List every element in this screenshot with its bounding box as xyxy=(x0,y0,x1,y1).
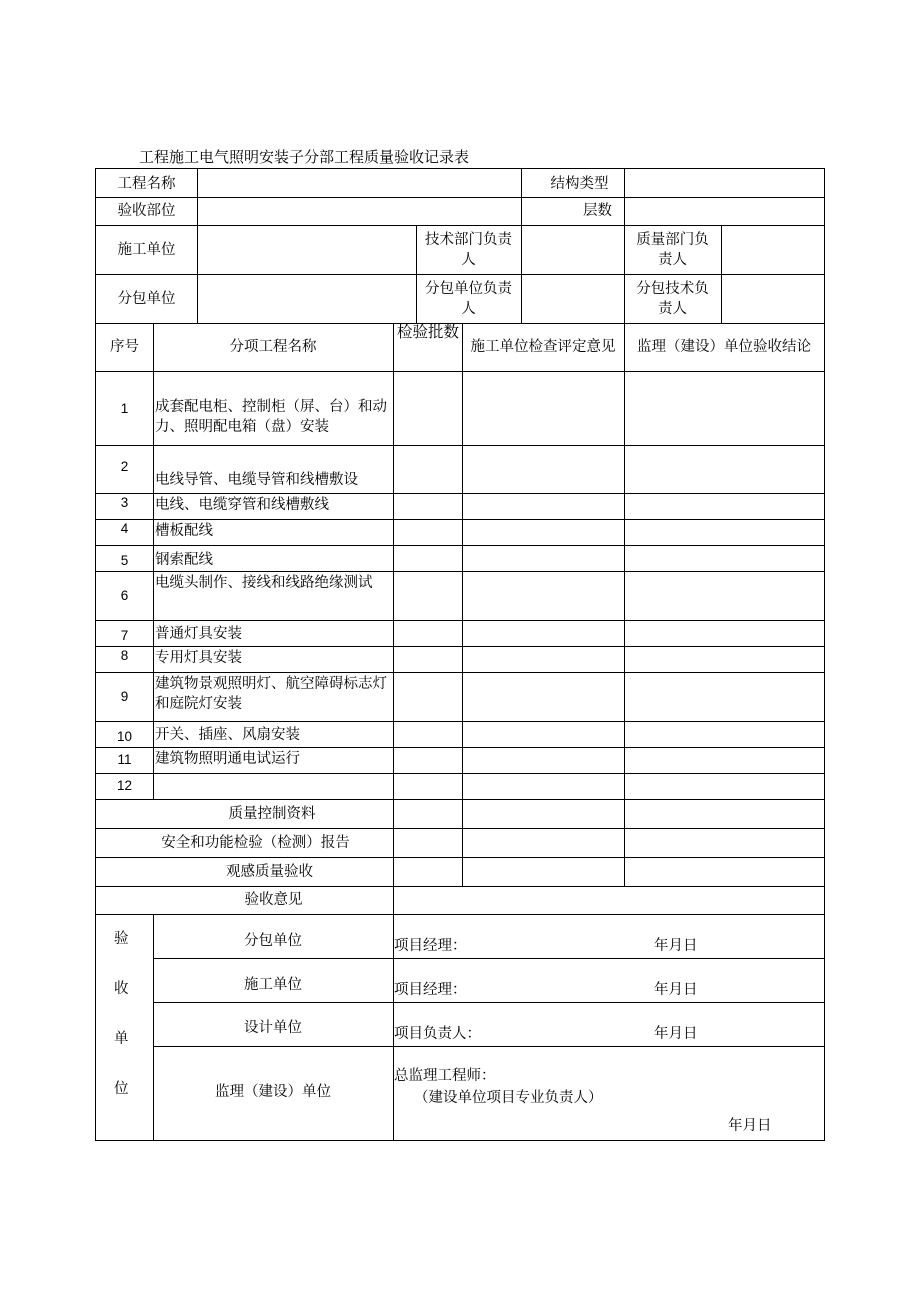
row-seq: 10 xyxy=(116,729,133,744)
row-item-name: 普通灯具安装 xyxy=(155,626,242,642)
signoff-side-label: 位 xyxy=(114,1081,129,1097)
tech-dept-head-label: 技术部门负责人 xyxy=(425,231,512,268)
structure-type-field[interactable] xyxy=(625,170,823,197)
subcontractor-head-label: 分包单位负责人 xyxy=(425,280,512,317)
signoff-date: 年月日 xyxy=(728,1118,772,1134)
signoff-unit-label: 监理（建设）单位 xyxy=(215,1083,331,1100)
quality-dept-head-label: 质量部门负责人 xyxy=(636,231,709,268)
row-item-name xyxy=(155,775,393,799)
acceptance-opinion-field[interactable] xyxy=(394,887,824,914)
row-item-name: 电线、电缆穿管和线槽敷线 xyxy=(155,497,329,513)
row-seq: 12 xyxy=(116,778,133,793)
row-seq: 11 xyxy=(117,752,132,767)
row-item-name: 槽板配线 xyxy=(155,523,213,539)
subcontractor-tech-head-label: 分包技术负责人 xyxy=(636,280,709,317)
row-seq: 4 xyxy=(120,521,129,536)
quality-dept-head-field[interactable] xyxy=(722,226,823,273)
row-seq: 6 xyxy=(120,587,129,603)
col-contractor-opinion-header: 施工单位检查评定意见 xyxy=(470,339,616,355)
appearance-quality-label: 观感质量验收 xyxy=(226,863,313,880)
col-item-header: 分项工程名称 xyxy=(229,339,317,355)
signoff-role-label: 项目经理： xyxy=(394,938,467,954)
signoff-date: 年月日 xyxy=(654,938,698,954)
quality-control-docs-label: 质量控制资料 xyxy=(228,805,316,822)
subcontractor-tech-head-field[interactable] xyxy=(722,275,823,322)
signoff-unit-label: 施工单位 xyxy=(244,977,302,993)
col-batches-header: 检验批数 xyxy=(397,324,460,341)
construction-unit-label: 施工单位 xyxy=(117,241,176,258)
signoff-role-label: 项目经理： xyxy=(394,982,467,998)
project-name-label: 工程名称 xyxy=(117,175,176,192)
signoff-role-label: 项目负责人： xyxy=(394,1026,481,1042)
subcontractor-label: 分包单位 xyxy=(117,290,176,307)
signoff-role-alt-label: （建设单位项目专业负责人） xyxy=(414,1090,603,1106)
signoff-side-label: 单 xyxy=(114,1031,129,1047)
construction-unit-field[interactable] xyxy=(198,226,416,273)
row-item-name: 钢索配线 xyxy=(155,552,213,568)
signoff-unit-label: 分包单位 xyxy=(244,933,302,949)
subcontractor-field[interactable] xyxy=(198,275,416,322)
subcontractor-head-field[interactable] xyxy=(522,275,624,322)
signoff-side-label: 验 xyxy=(114,931,129,947)
row-item-name: 专用灯具安装 xyxy=(155,650,242,666)
floors-label: 层数 xyxy=(583,203,612,219)
acceptance-opinion-label: 验收意见 xyxy=(244,892,303,908)
row-seq: 5 xyxy=(120,553,129,568)
inspection-part-field[interactable] xyxy=(198,198,520,224)
row-seq: 7 xyxy=(120,628,129,643)
safety-function-report-label: 安全和功能检验（检测）报告 xyxy=(161,834,350,851)
row-item-name: 开关、插座、风扇安装 xyxy=(155,727,300,743)
signoff-side-label: 收 xyxy=(114,981,129,997)
floors-field[interactable] xyxy=(625,198,823,224)
row-item-name: 建筑物照明通电试运行 xyxy=(155,751,300,767)
row-seq: 8 xyxy=(120,648,129,663)
tech-dept-head-field[interactable] xyxy=(522,226,624,273)
row-seq: 3 xyxy=(120,495,129,510)
acceptance-record-form xyxy=(95,168,825,1141)
row-item-name: 电缆头制作、接线和线路绝缘测试 xyxy=(155,575,373,591)
row-item-name: 建筑物景观照明灯、航空障碍标志灯和庭院灯安装 xyxy=(155,676,387,712)
signoff-unit-label: 设计单位 xyxy=(244,1020,302,1036)
row-seq: 2 xyxy=(120,459,129,474)
structure-type-label: 结构类型 xyxy=(550,175,609,192)
signoff-date: 年月日 xyxy=(654,1026,698,1042)
form-title: 工程施工电气照明安装子分部工程质量验收记录表 xyxy=(139,148,470,166)
col-supervisor-conclusion-header: 监理（建设）单位验收结论 xyxy=(637,339,811,355)
inspection-part-label: 验收部位 xyxy=(117,203,176,219)
col-seq-header: 序号 xyxy=(110,339,139,355)
signoff-date: 年月日 xyxy=(654,982,698,998)
row-seq: 9 xyxy=(120,688,129,704)
signoff-role-label: 总监理工程师： xyxy=(394,1068,496,1084)
row-item-name: 电线导管、电缆导管和线槽敷设 xyxy=(155,472,358,488)
project-name-field[interactable] xyxy=(198,170,520,197)
row-item-name: 成套配电柜、控制柜（屏、台）和动力、照明配电箱（盘）安装 xyxy=(155,399,387,435)
row-seq: 1 xyxy=(120,401,129,416)
